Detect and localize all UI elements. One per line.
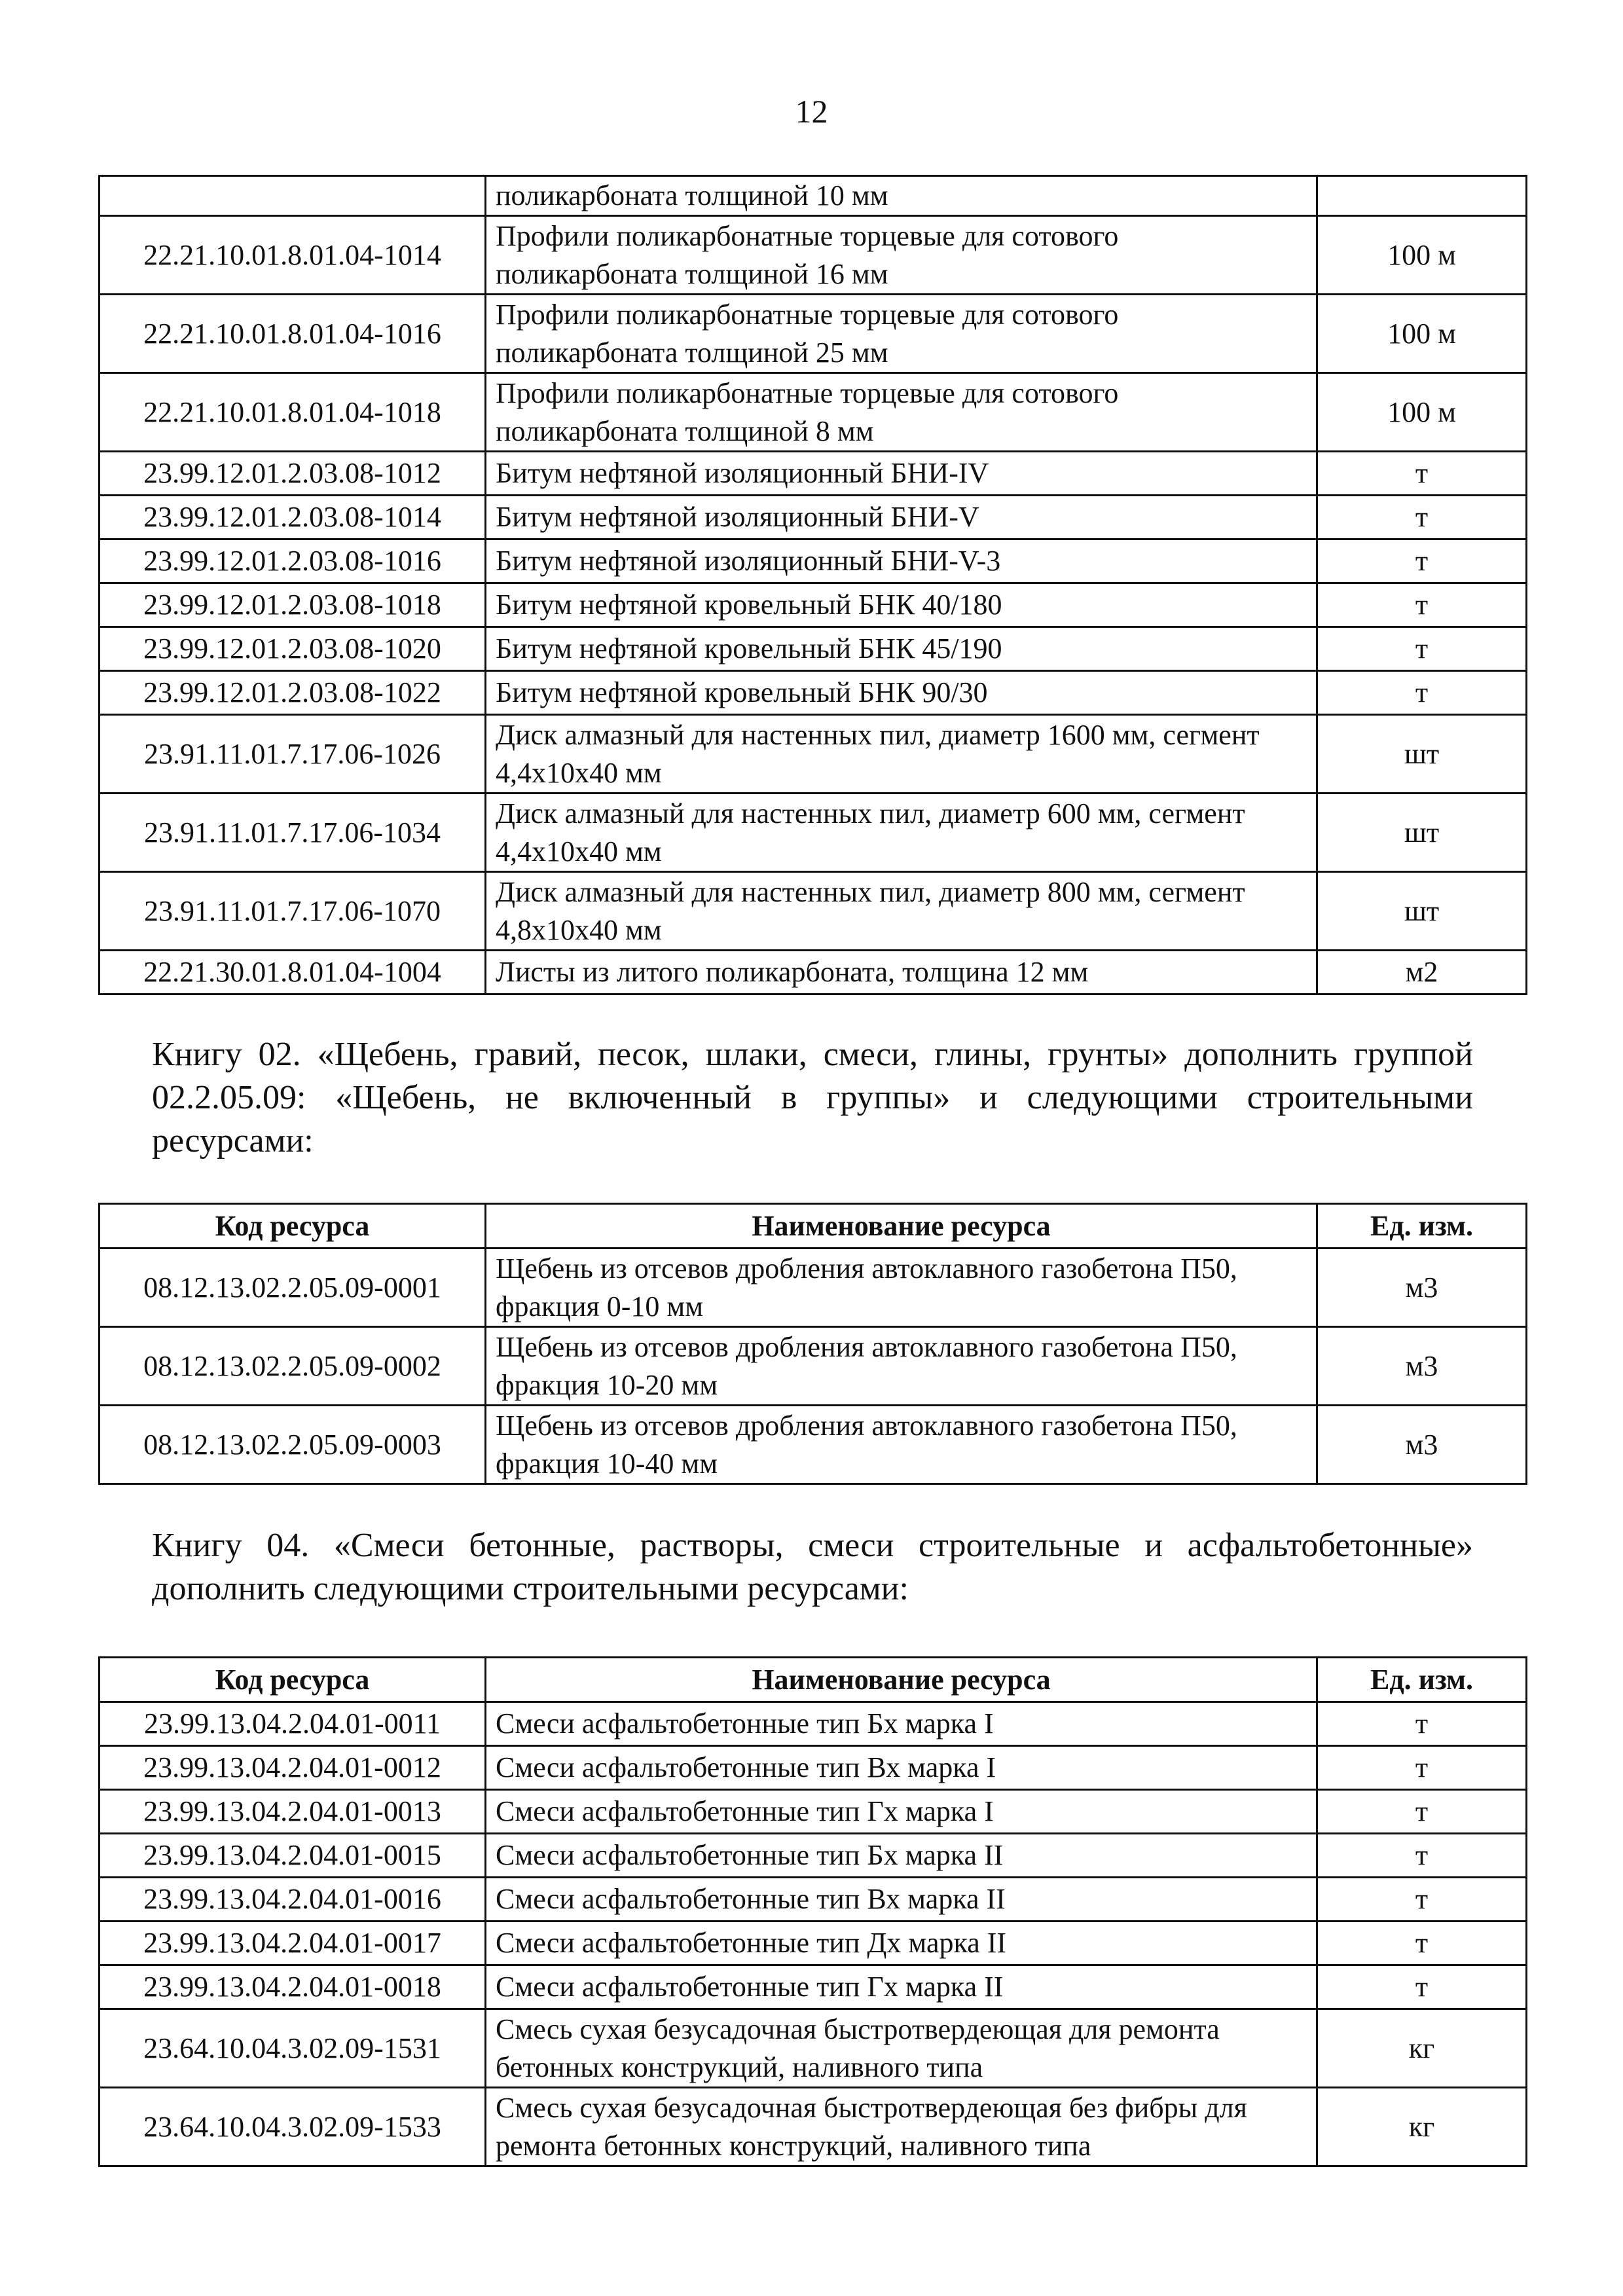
resource-unit: т: [1317, 452, 1527, 496]
resource-code: [100, 176, 486, 216]
column-header-unit: Ед. изм.: [1317, 1204, 1527, 1248]
resource-name: Профили поликарбонатные торцевые для сотового поликарбоната толщиной 8 мм: [486, 373, 1317, 452]
resource-unit: м2: [1317, 951, 1527, 994]
resource-unit: т: [1317, 583, 1527, 627]
table-row: [100, 793, 1527, 872]
resource-code: 23.99.12.01.2.03.08-1020: [100, 627, 486, 671]
resource-code: 23.99.13.04.2.04.01-0017: [100, 1922, 486, 1965]
resource-code: 23.99.13.04.2.04.01-0015: [100, 1834, 486, 1878]
resource-name: Смеси асфальтобетонные тип Дх марка II: [486, 1922, 1317, 1965]
resource-code: 23.99.12.01.2.03.08-1016: [100, 539, 486, 583]
resource-name: Битум нефтяной изоляционный БНИ-IV: [486, 452, 1317, 496]
instruction-paragraph-book-02: Книгу 02. «Щебень, гравий, песок, шлаки, смеси, глины, грунты» дополнить группой 02.2.05.09: «Щебень, не включенный в группы» и следующими строительными ресурсами:: [152, 1036, 1473, 1159]
resource-name: поликарбоната толщиной 10 мм: [486, 176, 1317, 216]
resource-unit: 100 м: [1317, 373, 1527, 452]
table-row: [100, 1248, 1527, 1327]
resource-code: 22.21.10.01.8.01.04-1014: [100, 216, 486, 295]
table-row: [100, 216, 1527, 295]
table-header-row: [100, 1204, 1527, 1248]
resource-name: Щебень из отсевов дробления автоклавного газобетона П50, фракция 10-40 мм: [486, 1406, 1317, 1484]
table-row: [100, 2009, 1527, 2088]
resource-unit: кг: [1317, 2009, 1527, 2088]
column-header-name: Наименование ресурса: [486, 1204, 1317, 1248]
table-row: [100, 1922, 1527, 1965]
resource-code: 22.21.10.01.8.01.04-1018: [100, 373, 486, 452]
table-row: [100, 1834, 1527, 1878]
table-row: [100, 715, 1527, 793]
resource-unit: т: [1317, 1834, 1527, 1878]
resource-unit: 100 м: [1317, 295, 1527, 373]
resource-code: 23.99.12.01.2.03.08-1018: [100, 583, 486, 627]
resource-unit: кг: [1317, 2088, 1527, 2166]
resource-name: Диск алмазный для настенных пил, диаметр 800 мм, сегмент 4,8х10х40 мм: [486, 872, 1317, 951]
resource-unit: т: [1317, 1790, 1527, 1834]
resource-unit: т: [1317, 1746, 1527, 1790]
resource-unit: шт: [1317, 793, 1527, 872]
resource-name: Битум нефтяной изоляционный БНИ-V: [486, 496, 1317, 539]
resource-unit: шт: [1317, 872, 1527, 951]
resource-code: 08.12.13.02.2.05.09-0002: [100, 1327, 486, 1406]
resource-name: Диск алмазный для настенных пил, диаметр 600 мм, сегмент 4,4х10х40 мм: [486, 793, 1317, 872]
resource-name: Смесь сухая безусадочная быстротвердеющая для ремонта бетонных конструкций, наливного типа: [486, 2009, 1317, 2088]
table-row: [100, 951, 1527, 994]
resource-name: Щебень из отсевов дробления автоклавного газобетона П50, фракция 0-10 мм: [486, 1248, 1317, 1327]
column-header-unit: Ед. изм.: [1317, 1658, 1527, 1702]
table-row: [100, 1406, 1527, 1484]
resource-name: Диск алмазный для настенных пил, диаметр 1600 мм, сегмент 4,4х10х40 мм: [486, 715, 1317, 793]
resource-unit: т: [1317, 627, 1527, 671]
resource-code: 08.12.13.02.2.05.09-0001: [100, 1248, 486, 1327]
resource-code: 23.64.10.04.3.02.09-1533: [100, 2088, 486, 2166]
page-number: 12: [795, 93, 828, 130]
resource-unit: т: [1317, 496, 1527, 539]
resource-unit: т: [1317, 1878, 1527, 1922]
resource-table-book-02: [98, 1203, 1527, 1485]
resource-unit: [1317, 176, 1527, 216]
resource-name: Смеси асфальтобетонные тип Гх марка I: [486, 1790, 1317, 1834]
table-row: [100, 295, 1527, 373]
resource-code: 08.12.13.02.2.05.09-0003: [100, 1406, 486, 1484]
resource-name: Смеси асфальтобетонные тип Бх марка I: [486, 1702, 1317, 1746]
resource-code: 23.91.11.01.7.17.06-1026: [100, 715, 486, 793]
table-row: [100, 583, 1527, 627]
resource-code: 22.21.10.01.8.01.04-1016: [100, 295, 486, 373]
resource-code: 23.99.12.01.2.03.08-1012: [100, 452, 486, 496]
resource-unit: м3: [1317, 1248, 1527, 1327]
column-header-name: Наименование ресурса: [486, 1658, 1317, 1702]
table-row: [100, 2088, 1527, 2166]
resource-code: 23.99.13.04.2.04.01-0012: [100, 1746, 486, 1790]
resource-code: 23.99.13.04.2.04.01-0011: [100, 1702, 486, 1746]
table-row: [100, 1878, 1527, 1922]
resource-name: Листы из литого поликарбоната, толщина 12 мм: [486, 951, 1317, 994]
table-row: [100, 1702, 1527, 1746]
resource-name: Битум нефтяной изоляционный БНИ-V-3: [486, 539, 1317, 583]
table-header-row: [100, 1658, 1527, 1702]
table-row: [100, 1965, 1527, 2009]
resource-unit: м3: [1317, 1406, 1527, 1484]
instruction-paragraph-book-04: Книгу 04. «Смеси бетонные, растворы, смеси строительные и асфальтобетонные» дополнить следующими строительными ресурсами:: [152, 1527, 1473, 1607]
resource-code: 23.99.12.01.2.03.08-1022: [100, 671, 486, 715]
resource-code: 23.99.13.04.2.04.01-0013: [100, 1790, 486, 1834]
resource-name: Смесь сухая безусадочная быстротвердеющая без фибры для ремонта бетонных конструкций, наливного типа: [486, 2088, 1317, 2166]
table-row: [100, 627, 1527, 671]
resource-name: Битум нефтяной кровельный БНК 40/180: [486, 583, 1317, 627]
resource-code: 22.21.30.01.8.01.04-1004: [100, 951, 486, 994]
resource-table-book-04: [98, 1656, 1527, 2167]
resource-code: 23.99.13.04.2.04.01-0018: [100, 1965, 486, 2009]
resource-name: Битум нефтяной кровельный БНК 90/30: [486, 671, 1317, 715]
resource-name: Смеси асфальтобетонные тип Вх марка II: [486, 1878, 1317, 1922]
table-row: [100, 176, 1527, 216]
column-header-code: Код ресурса: [100, 1658, 486, 1702]
resource-unit: м3: [1317, 1327, 1527, 1406]
resource-name: Щебень из отсевов дробления автоклавного газобетона П50, фракция 10-20 мм: [486, 1327, 1317, 1406]
resource-name: Смеси асфальтобетонные тип Гх марка II: [486, 1965, 1317, 2009]
table-row: [100, 671, 1527, 715]
resource-name: Профили поликарбонатные торцевые для сотового поликарбоната толщиной 25 мм: [486, 295, 1317, 373]
resource-table-continuation: [98, 175, 1527, 995]
resource-code: 23.64.10.04.3.02.09-1531: [100, 2009, 486, 2088]
resource-name: Профили поликарбонатные торцевые для сотового поликарбоната толщиной 16 мм: [486, 216, 1317, 295]
table-row: [100, 1746, 1527, 1790]
resource-code: 23.91.11.01.7.17.06-1034: [100, 793, 486, 872]
column-header-code: Код ресурса: [100, 1204, 486, 1248]
resource-unit: 100 м: [1317, 216, 1527, 295]
table-row: [100, 1790, 1527, 1834]
resource-unit: т: [1317, 1922, 1527, 1965]
table-row: [100, 872, 1527, 951]
resource-unit: шт: [1317, 715, 1527, 793]
resource-name: Битум нефтяной кровельный БНК 45/190: [486, 627, 1317, 671]
table-row: [100, 496, 1527, 539]
resource-unit: т: [1317, 1965, 1527, 2009]
resource-name: Смеси асфальтобетонные тип Вх марка I: [486, 1746, 1317, 1790]
resource-name: Смеси асфальтобетонные тип Бх марка II: [486, 1834, 1317, 1878]
resource-code: 23.91.11.01.7.17.06-1070: [100, 872, 486, 951]
resource-unit: т: [1317, 539, 1527, 583]
table-row: [100, 539, 1527, 583]
resource-code: 23.99.12.01.2.03.08-1014: [100, 496, 486, 539]
resource-code: 23.99.13.04.2.04.01-0016: [100, 1878, 486, 1922]
resource-unit: т: [1317, 1702, 1527, 1746]
table-row: [100, 1327, 1527, 1406]
table-row: [100, 373, 1527, 452]
resource-unit: т: [1317, 671, 1527, 715]
table-row: [100, 452, 1527, 496]
